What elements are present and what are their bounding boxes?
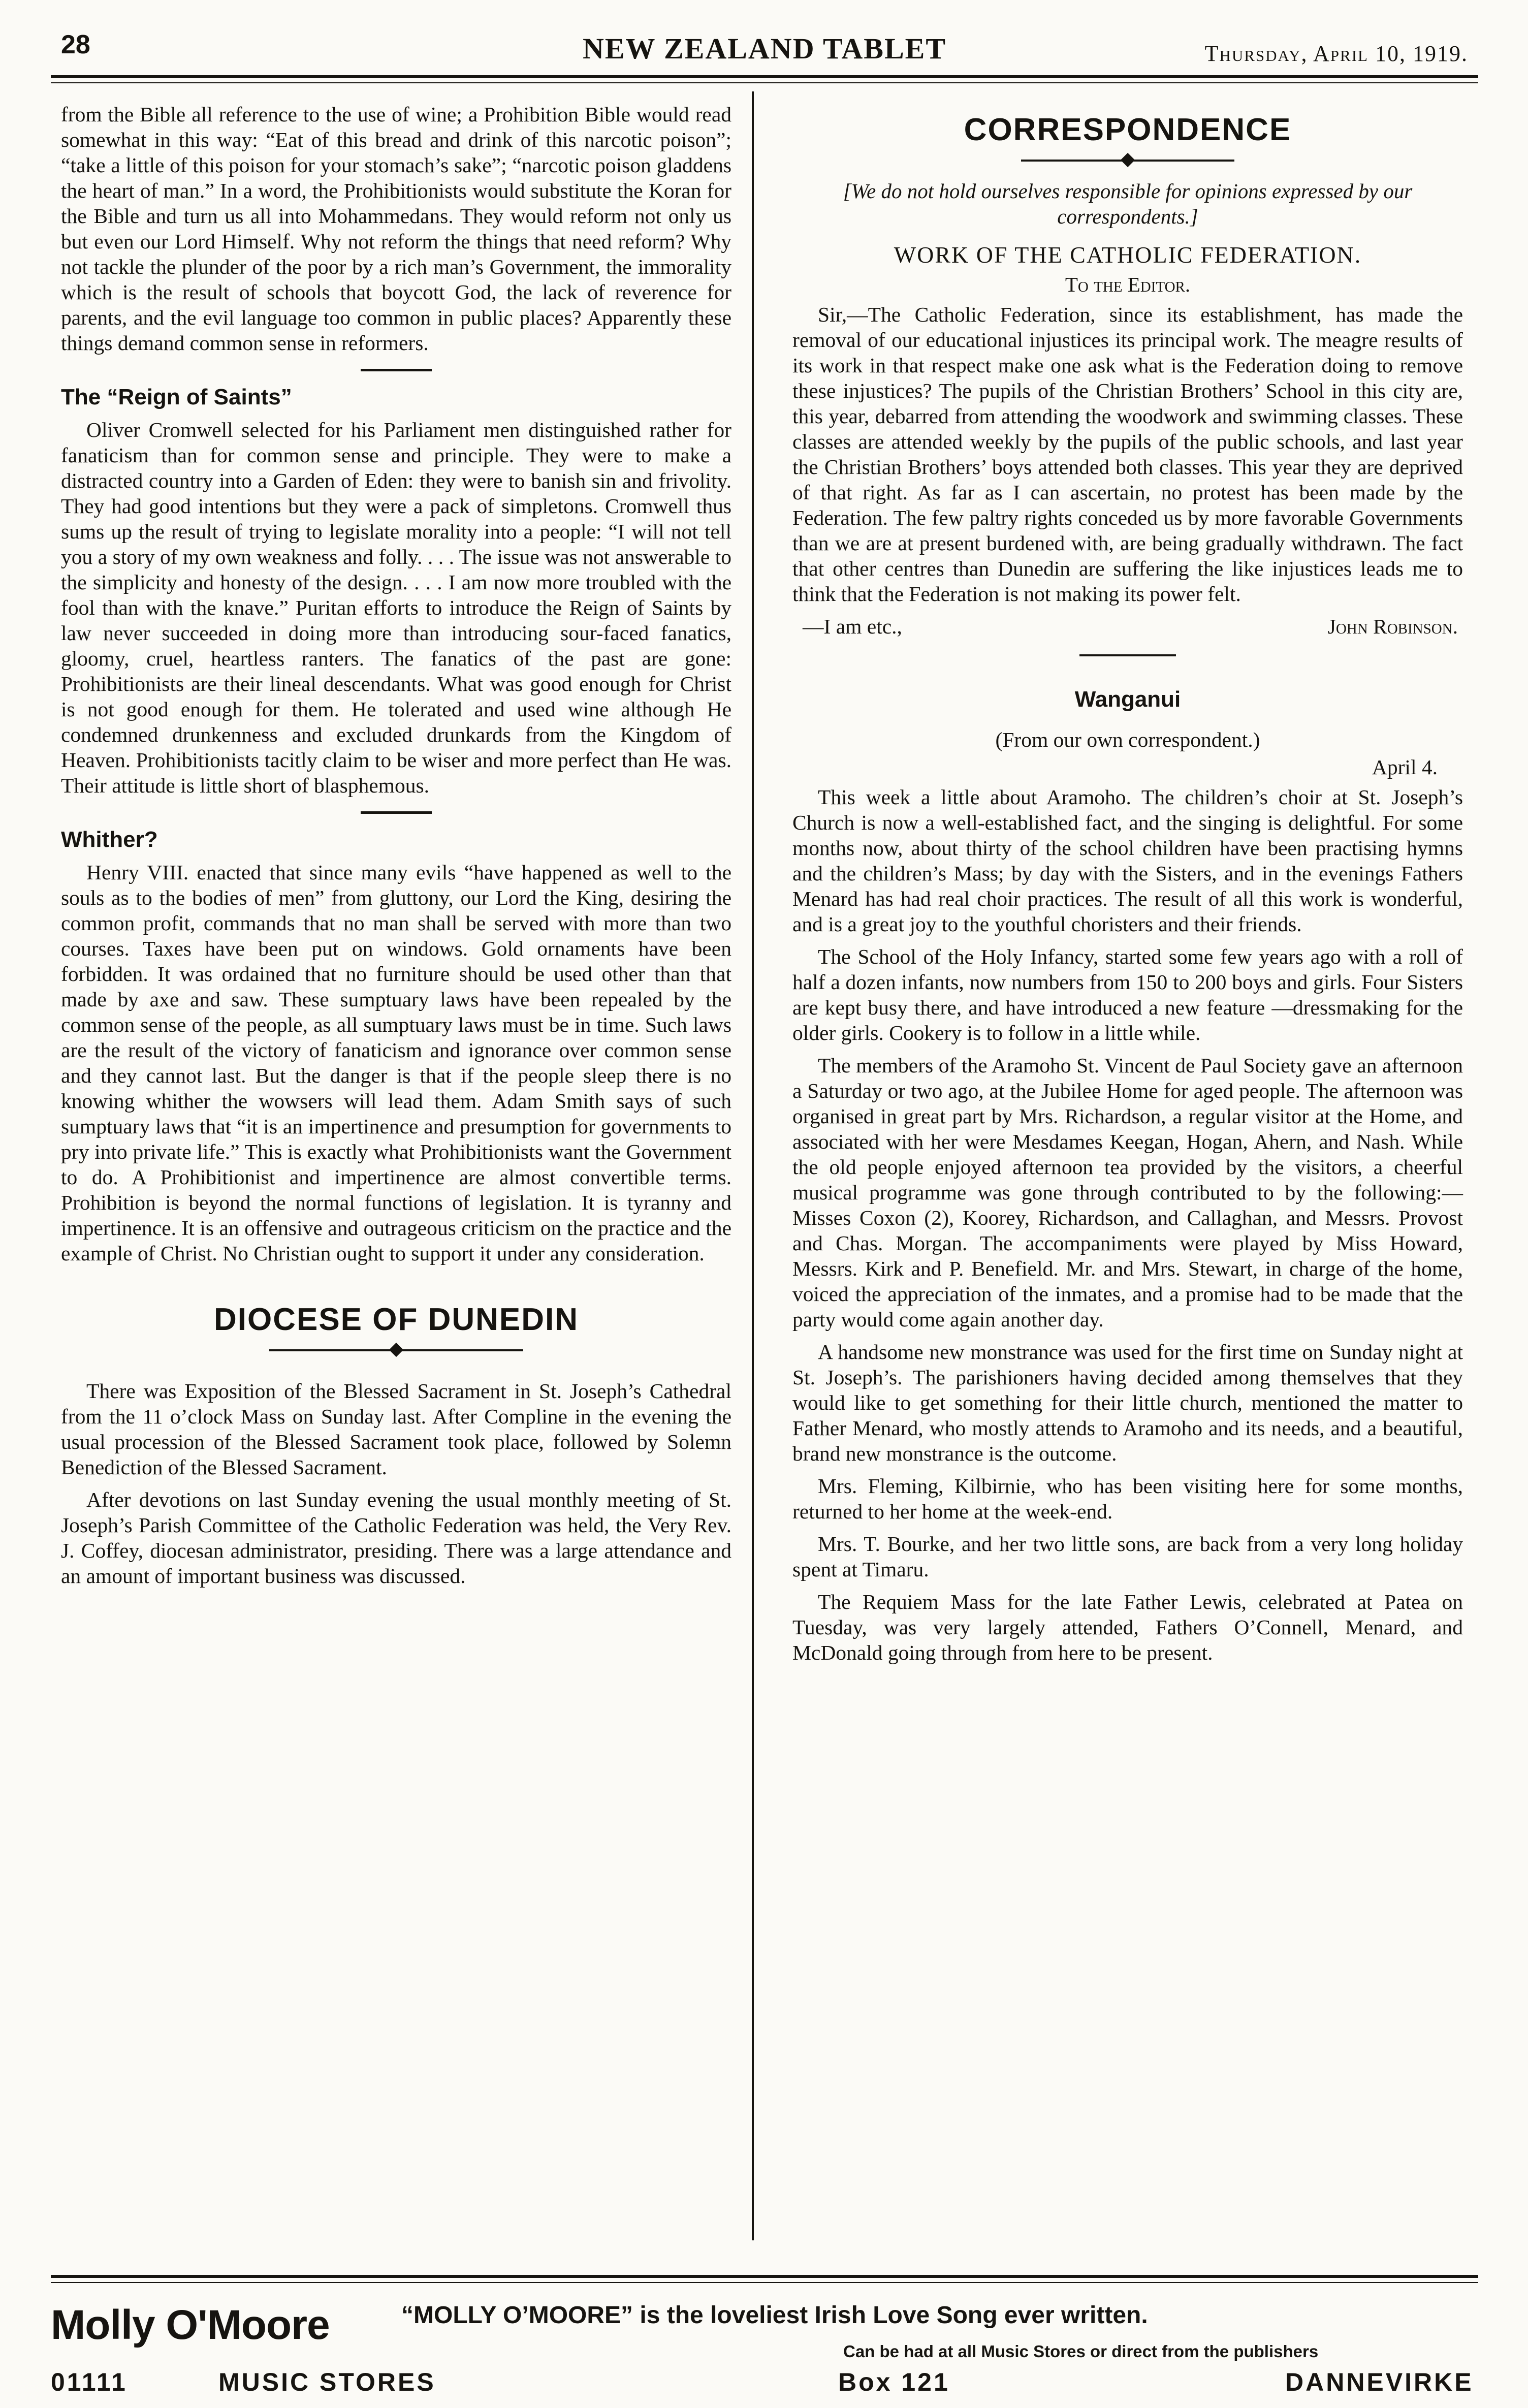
wanganui-source: (From our own correspondent.)	[995, 728, 1260, 751]
section-rule	[361, 811, 432, 814]
correspondence-heading: CORRESPONDENCE	[964, 112, 1292, 147]
ad-box: Box 121	[838, 2368, 950, 2396]
wanganui-paragraph: The Requiem Mass for the late Father Lewis, celebrated at Patea on Tuesday, was very largely attended, Fathers O’Connell, Menard, and McDonald going through from here to be present.	[792, 1590, 1463, 1664]
wanganui-paragraph: The members of the Aramoho St. Vincent de Paul Society gave an afternoon a Saturday or two ago, at the Jubilee Home for aged people. The afternoon was organised in great part by Mrs. Richardson, a regular visitor at the Home, and associated with her were Mesdames Keegan, Hogan, Ahern, and Nash. While the old people enjoyed afternoon tea provided by the visitors, a cheerful musical programme was gone through contributed to by the following:—Misses Coxon (2), Koorey, Richardson, and Callaghan, and Messrs. Provost and Chas. Morgan. The accompaniments were played by Miss Howard, Messrs. Kirk and P. Benefield. Mr. and Mrs. Stewart, in charge of the home, voiced the appreciation of the inmates, and a promise had to be made that the party would come again another day.	[792, 1054, 1463, 1331]
whither-heading: Whither?	[61, 827, 158, 852]
wanganui-paragraph: Mrs. T. Bourke, and her two little sons, are back from a very long holiday spent at Timaru.	[792, 1532, 1463, 1581]
ad-song-name: Molly O'Moore	[51, 2302, 330, 2348]
header-rule-thin	[51, 82, 1478, 83]
diamond-rule	[1021, 153, 1234, 168]
column-divider	[752, 91, 754, 2240]
page-header	[51, 20, 1478, 71]
wanganui-heading: Wanganui	[1074, 687, 1181, 712]
to-the-editor: To the Editor.	[1065, 273, 1191, 296]
letter-signature: John Robinson.	[1327, 615, 1458, 638]
masthead-title: NEW ZEALAND TABLET	[582, 32, 947, 65]
diamond-rule	[269, 1343, 523, 1358]
wanganui-paragraph: The School of the Holy Infancy, started some few years ago with a roll of half a dozen infants, now numbers from 150 to 200 boys and girls. Four Sisters are kept busy there, and have introduced a new feature —dressmaking for the older girls. Cookery is to follow in a little while.	[792, 945, 1463, 1044]
saints-paragraph: Oliver Cromwell selected for his Parliament men distinguished rather for fanaticism than for common sense and principle. They were to make a distracted country into a Garden of Eden: they were to banish sin and frivolity. They had good intentions but they were a pack of simpletons. Cromwell thus sums up the result of trying to legislate morality into a people: “I will not tell you a story of my own weakness and folly. . . . The issue was not answerable to the simplicity and honesty of the design. . . . I am now more troubled with the fool than with the knave.” Puritan efforts to introduce the Reign of Saints by law never succeeded in doing more than introducing sour-faced fanatics, gloomy, cruel, heartless ranters. The fanatics of the past are gone: Prohibitionists are their lineal descendants. What was good enough for Christ is not good enough for them. He tolerated and used wine although He condemned drunkenness and excluded drunkards from the Kingdom of Heaven. Prohibitionists tacitly claim to be wiser and more perfect than He was. Their attitude is little short of blasphemous.	[61, 418, 731, 797]
right-column	[792, 102, 1463, 1672]
saints-heading: The “Reign of Saints”	[61, 385, 292, 409]
ad-slogan: “MOLLY O’MOORE” is the loveliest Irish Love Song ever written.	[401, 2302, 1148, 2329]
advertisement	[51, 2296, 1478, 2403]
wanganui-dateline: April 4.	[1372, 755, 1438, 779]
wanganui-paragraph: Mrs. Fleming, Kilbirnie, who has been visiting here for some months, returned to her home at the week-end.	[792, 1474, 1463, 1523]
wanganui-paragraph: A handsome new monstrance was used for the first time on Sunday night at St. Joseph’s. The parishioners having decided among themselves that they would like to get something for their little church, mentioned the matter to Father Menard, who mostly attends to Aramoho and its needs, and a beautiful, brand new monstrance is the outcome.	[792, 1340, 1463, 1465]
left-column	[61, 102, 731, 1596]
dunedin-heading: DIOCESE OF DUNEDIN	[213, 1302, 579, 1337]
intro-paragraph: from the Bible all reference to the use of wine; a Prohibition Bible would read somewhat in this way: “Eat of this bread and drink of this narcotic poison”; “take a little of this poison for your stomach’s sake”; “narcotic poison gladdens the heart of man.” In a word, the Prohibitionists would substitute the Koran for the Bible and turn us all into Mohammedans. They would reform not only us but even our Lord Himself. Why not reform the things that need reform? Why not tackle the plunder of the poor by a rich man’s Government, the immorality which is the result of schools that boycott God, the lack of reverence for parents, and the evil language too common in public places? Apparently these things demand common sense in reformers.	[61, 103, 731, 355]
page-number: 28	[61, 30, 90, 59]
section-rule	[361, 369, 432, 371]
dunedin-paragraph: After devotions on last Sunday evening the usual monthly meeting of St. Joseph’s Parish Committee of the Catholic Federation was held, the Very Rev. J. Coffey, diocesan administrator, presiding. There was a large attendance and an amount of important business was discussed.	[61, 1488, 731, 1588]
ad-code: 01111	[51, 2368, 128, 2396]
issue-date: Thursday, April 10, 1919.	[1204, 41, 1468, 66]
wanganui-paragraph: This week a little about Aramoho. The children’s choir at St. Joseph’s Church is now a well-established fact, and the singing is delightful. For some months now, about thirty of the school children have been practising hymns and the children’s Mass; by day with the Sisters, and in the evenings Fathers Menard has had real choir practices. The result of all this work is wonderful, and is a great joy to the youthful choristers and their friends.	[792, 785, 1463, 936]
letter-body: Sir,—The Catholic Federation, since its establishment, has made the removal of our educational injustices its principal work. The meagre results of its work in that respect make one ask what is the Federation doing to remove these injustices? The pupils of the Christian Brothers’ School in this city are, this year, debarred from attending the woodwork and swimming classes. These classes are attended weekly by the pupils of the public schools, and last year the Christian Brothers’ boys attended both classes. This year they are deprived of that right. As far as I can ascertain, no protest has been made by the Federation. The few paltry rights conceded us by more favorable Governments than we are at present burdened with, are being gradually withdrawn. The fact that other centres than Dunedin are suffering the like injustices leads me to think that the Federation is not making its power felt.	[792, 303, 1463, 606]
ad-town: DANNEVIRKE	[1285, 2368, 1474, 2396]
footer-rule-thick	[51, 2275, 1478, 2278]
footer-rule-thin	[51, 2282, 1478, 2283]
editorial-disclaimer: [We do not hold ourselves responsible for opinions expressed by our correspondents.]	[843, 179, 1413, 228]
whither-paragraph: Henry VIII. enacted that since many evils “have happened as well to the souls as to the bodies of men” from gluttony, our Lord the King, desiring the common profit, commands that no man shall be served with more than two courses. Taxes have been put on windows. Gold ornaments have been forbidden. It was ordained that no furniture should be used other than that made by axe and saw. These sumptuary laws have been repealed by the common sense of the people, as all sumptuary laws must be in time. Such laws are the result of the victory of fanaticism and ignorance over common sense and they cannot last. But the danger is that if the people sleep there is no knowing whither the wowsers will lead them. Adam Smith says of such sumptuary laws that “it is an impertinence and presumption for governments to pry into private life.” This is exactly what Prohibitionists want the Government to do. A Prohibitionist and impertinence are almost convertible terms. Prohibition is beyond the normal functions of legislation. It is tyranny and impertinence. It is an offensive and outrageous criticism on the practice and the example of Christ. No Christian ought to support it under any consideration.	[61, 861, 731, 1265]
letter-title: WORK OF THE CATHOLIC FEDERATION.	[894, 242, 1362, 268]
section-rule	[1079, 654, 1176, 656]
letter-closing: —I am etc.,	[803, 615, 902, 638]
ad-availability: Can be had at all Music Stores or direct from the publishers	[843, 2342, 1319, 2361]
dunedin-paragraph: There was Exposition of the Blessed Sacrament in St. Joseph’s Cathedral from the 11 o’clock Mass on Sunday last. After Compline in the evening the usual procession of the Blessed Sacrament took place, followed by Solemn Benediction of the Blessed Sacrament.	[61, 1379, 731, 1479]
header-rule-thick	[51, 75, 1478, 78]
ad-stores: MUSIC STORES	[218, 2368, 436, 2396]
letter-signoff	[792, 614, 1463, 639]
